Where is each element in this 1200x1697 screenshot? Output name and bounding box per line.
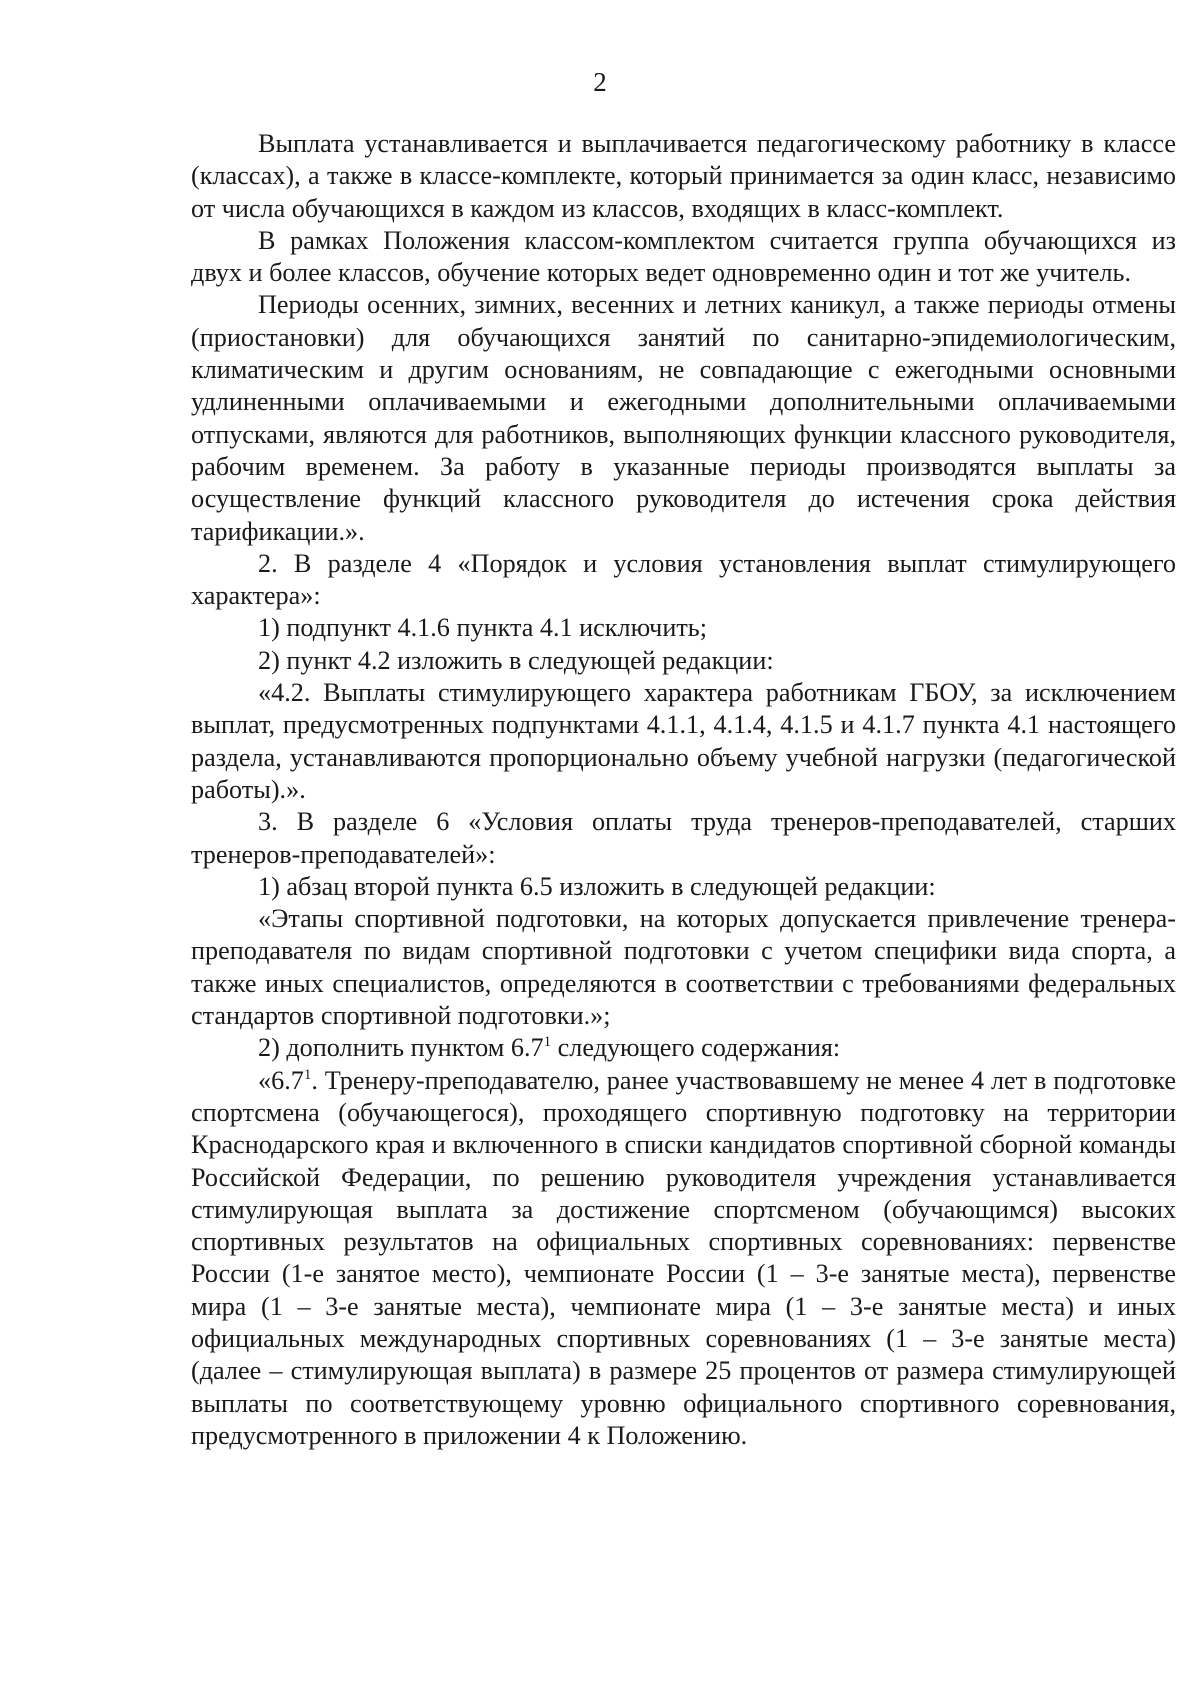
superscript: 1 <box>543 1034 552 1051</box>
text-fragment: 2) дополнить пунктом 6.7 <box>258 1033 544 1063</box>
paragraph-item-6-5-text: «Этапы спортивной подготовки, на которых допускается привлечение тренера-преподавателя по видам спортивной подготовки с учетом специфики вида спорта, а также иных специалистов, определяются в соответствии с требованиями федеральных стандартов спортивной подготовки.»; <box>191 904 1176 1031</box>
text-fragment: . Тренеру-преподавателю, ранее участвовавшему не менее 4 лет в подготовке спортсмена (обучающегося), проходящего спортивную подготовку на территории Краснодарского края и включенного в списки кандидатов спортивной сборной команды Российской Федерации, по решению руководителя учреждения устанавливается стимулирующая выплата за достижение спортсменом (обучающимся) высоких спортивных результатов на официальных спортивных соревнованиях: первенстве России (1-е занятое место), чемпионате России (1 – 3-е занятые места), первенстве мира (1 – 3-е занятые места), чемпионате мира (1 – 3-е занятые места) и иных официальных международных спортивных соревнованиях (1 – 3-е занятые места) (далее – стимулирующая выплата) в размере 25 процентов от размера стимулирующей выплаты по соответствующему уровню официального спортивного соревнования, предусмотренного в приложении 4 к Положению. <box>191 1065 1176 1450</box>
paragraph-holiday-periods: Периоды осенних, зимних, весенних и летних каникул, а также периоды отмены (приостановки) для обучающихся занятий по санитарно-эпидемиологическим, климатическим и другим основаниям, не совпадающие с ежегодными основными удлиненными оплачиваемыми и ежегодными дополнительными оплачиваемыми отпусками, являются для работников, выполняющих функции классного руководителя, рабочим временем. За работу в указанные периоды производятся выплаты за осуществление функций классного руководителя до истечения срока действия тарификации.». <box>191 290 1176 546</box>
paragraph-item-4-2-intro: 2) пункт 4.2 изложить в следующей редакции: <box>258 645 774 675</box>
superscript: 1 <box>303 1066 312 1083</box>
paragraph-class-complex-definition: В рамках Положения классом-комплектом считается группа обучающихся из двух и более классов, обучение которых ведет одновременно один и тот же учитель. <box>191 225 1176 288</box>
text-fragment: следующего содержания: <box>551 1033 841 1063</box>
page-number: 2 <box>593 67 607 97</box>
paragraph-payment-class: Выплата устанавливается и выплачивается педагогическому работнику в классе (классах), а также в классе-комплекте, который принимается за один класс, независимо от числа обучающихся в каждом из классов, входящих в класс-комплект. <box>191 129 1176 223</box>
paragraph-item-6-7-intro <box>191 1032 1176 1064</box>
paragraph-section-4-heading: 2. В разделе 4 «Порядок и условия установления выплат стимулирующего характера»: <box>191 548 1176 611</box>
paragraph-item-4-2-text: «4.2. Выплаты стимулирующего характера работникам ГБОУ, за исключением выплат, предусмотренных подпунктами 4.1.1, 4.1.4, 4.1.5 и 4.1.7 пункта 4.1 настоящего раздела, устанавливаются пропорционально объему учебной нагрузки (педагогической работы).». <box>191 678 1176 804</box>
paragraph-item-6-7-text <box>191 1065 1176 1453</box>
paragraph-item-4-1-6: 1) подпункт 4.1.6 пункта 4.1 исключить; <box>258 613 708 643</box>
paragraph-item-6-5-intro: 1) абзац второй пункта 6.5 изложить в следующей редакции: <box>258 871 936 901</box>
text-fragment: «6.7 <box>258 1065 304 1095</box>
paragraph-section-6-heading: 3. В разделе 6 «Условия оплаты труда тренеров-преподавателей, старших тренеров-преподавателей»: <box>191 807 1176 869</box>
document-body <box>191 128 1176 1452</box>
